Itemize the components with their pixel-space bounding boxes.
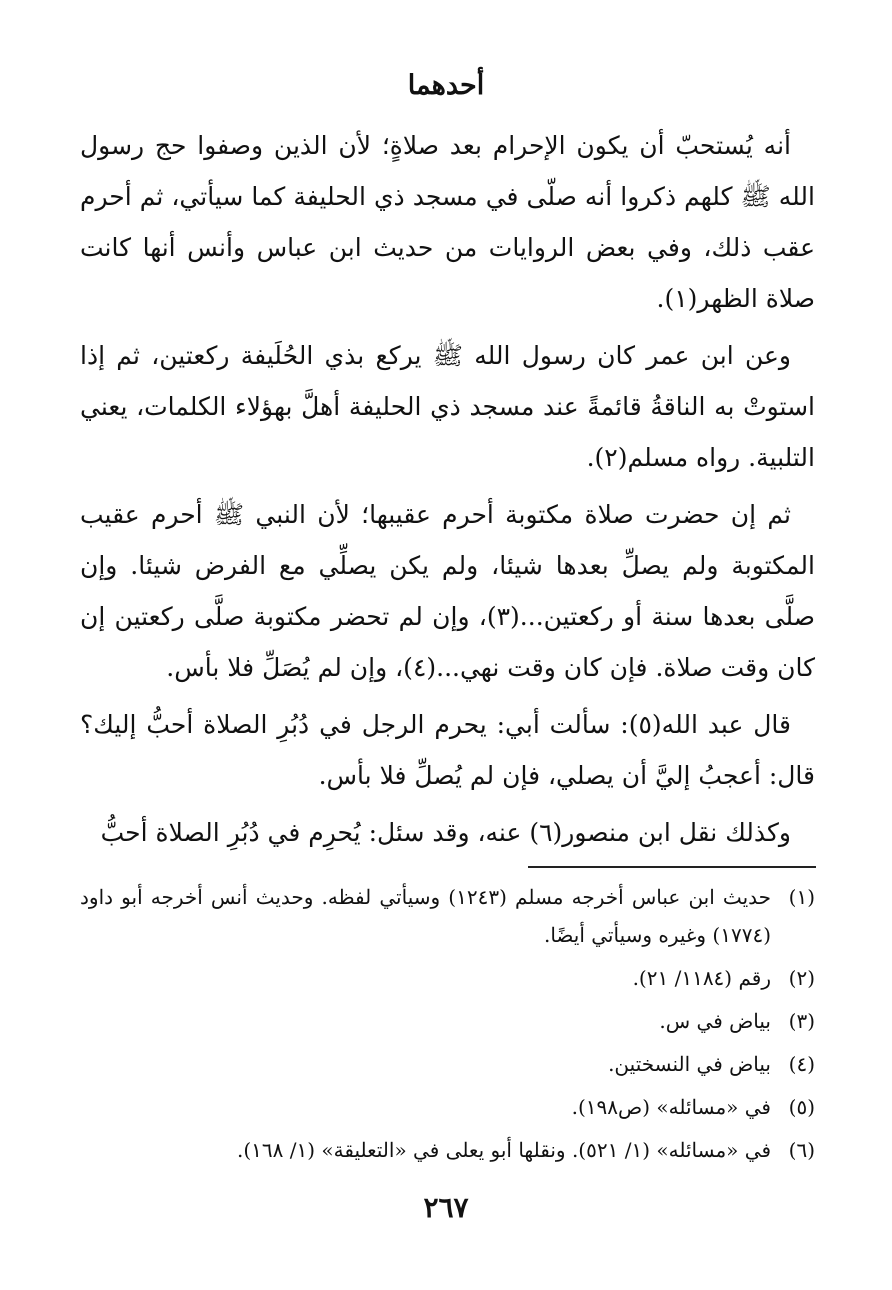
- footnote-text: في «مسائله» (١/ ٥٢١). ونقلها أبو يعلى في «التعليقة» (١/ ١٦٨).: [236, 1138, 771, 1162]
- footnote-5: [80, 1088, 815, 1126]
- footnote-2: [80, 959, 815, 997]
- paragraph-4: قال عبد الله(٥): سألت أبي: يحرم الرجل في دُبُرِ الصلاة أحبُّ إليك؟ قال: أعجبُ إليَّ أن يصلي، فإن لم يُصلِّ فلا بأس.: [80, 710, 815, 790]
- footnote-number: (٥): [788, 1095, 815, 1119]
- footnote-text: بياض في النسختين.: [608, 1052, 771, 1076]
- main-text: [80, 120, 815, 864]
- footnote-text: في «مسائله» (ص١٩٨).: [571, 1095, 771, 1119]
- footnote-number: (١): [788, 885, 815, 909]
- footnote-number: (٦): [788, 1138, 815, 1162]
- paragraph-1: أنه يُستحبّ أن يكون الإحرام بعد صلاةٍ؛ لأن الذين وصفوا حج رسول الله ﷺ كلهم ذكروا أنه صلّى في مسجد ذي الحليفة كما سيأتي، ثم أحرم عقب ذلك، وفي بعض الروايات من حديث ابن عباس وأنس أنها كانت صلاة الظهر(١).: [80, 131, 815, 313]
- page-number: ٢٦٧: [423, 1191, 469, 1224]
- footnote-number: (٢): [788, 966, 815, 990]
- footnote-3: [80, 1002, 815, 1040]
- footnote-text: رقم (١١٨٤/ ٢١).: [632, 966, 771, 990]
- paragraph-2: وعن ابن عمر كان رسول الله ﷺ يركع بذي الحُلَيفة ركعتين، ثم إذا استوتْ به الناقةُ قائمةً عند مسجد ذي الحليفة أهلَّ بهؤلاء الكلمات، يعني التلبية. رواه مسلم(٢).: [80, 341, 815, 472]
- footnote-6: [80, 1131, 815, 1169]
- footnote-1: [80, 878, 815, 954]
- footnote-text: حديث ابن عباس أخرجه مسلم (١٢٤٣) وسيأتي لفظه. وحديث أنس أخرجه أبو داود (١٧٧٤) وغيره وسيأتي أيضًا.: [80, 885, 772, 947]
- footnote-number: (٣): [788, 1009, 815, 1033]
- footnote-text: بياض في س.: [659, 1009, 771, 1033]
- paragraph-3: ثم إن حضرت صلاة مكتوبة أحرم عقيبها؛ لأن النبي ﷺ أحرم عقيب المكتوبة ولم يصلِّ بعدها شيئا، ولم يكن يصلِّي مع الفرض شيئا. وإن صلَّى بعدها سنة أو ركعتين...(٣)، وإن لم تحضر مكتوبة صلَّى ركعتين إن كان وقت صلاة. فإن كان وقت نهي...(٤)، وإن لم يُصَلِّ فلا بأس.: [80, 500, 815, 682]
- section-heading: أحدهما: [407, 70, 485, 101]
- footnotes: [80, 878, 815, 1174]
- footnote-4: [80, 1045, 815, 1083]
- footnote-separator: [528, 866, 816, 868]
- paragraph-5: وكذلك نقل ابن منصور(٦) عنه، وقد سئل: يُحرِم في دُبُرِ الصلاة أحبُّ: [100, 818, 791, 847]
- footnote-number: (٤): [788, 1052, 815, 1076]
